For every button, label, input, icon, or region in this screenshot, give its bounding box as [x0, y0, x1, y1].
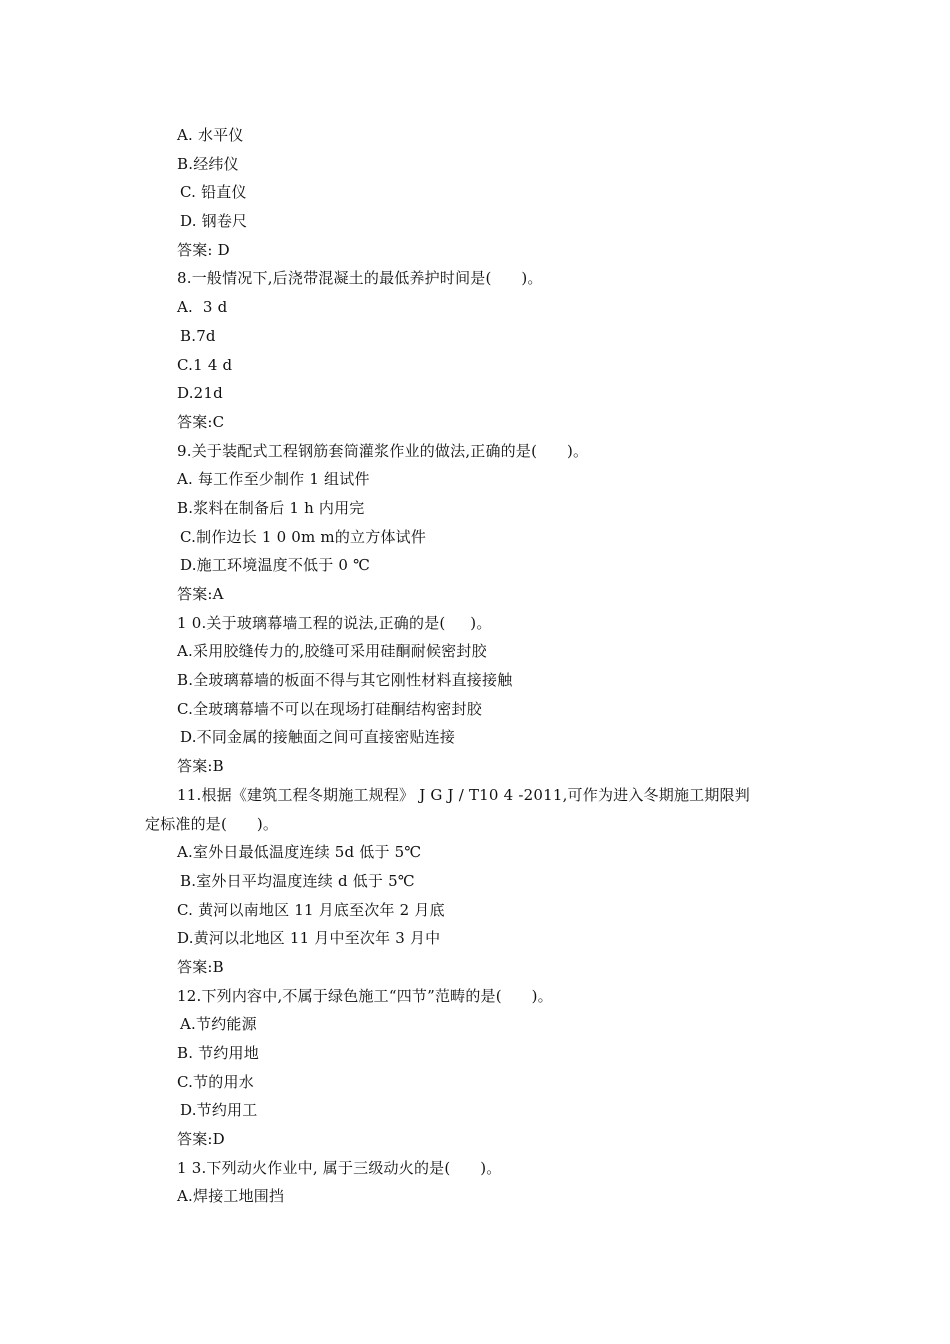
- option-line: C.全玻璃幕墙不可以在现场打硅酮结构密封胶: [177, 699, 482, 718]
- option-line: A.采用胶缝传力的,胶缝可采用硅酮耐候密封胶: [177, 642, 487, 661]
- option-line: C.节的用水: [177, 1072, 254, 1091]
- answer-line: 答案: D: [177, 240, 230, 259]
- option-line: A.室外日最低温度连续 5d 低于 5℃: [177, 843, 422, 862]
- question-line: 12.下列内容中,不属于绿色施工“四节”范畴的是( )。: [177, 986, 553, 1005]
- document-body: [145, 121, 815, 1211]
- question-line: 9.关于装配式工程钢筋套筒灌浆作业的做法,正确的是( )。: [177, 441, 589, 460]
- option-line: D. 钢卷尺: [180, 212, 248, 231]
- question-line: 8.一般情况下,后浇带混凝土的最低养护时间是( )。: [177, 269, 543, 288]
- option-line: D.21d: [177, 384, 223, 403]
- answer-line: 答案:B: [177, 957, 224, 976]
- option-line: B.经纬仪: [177, 154, 239, 173]
- question-line: 1 0.关于玻璃幕墙工程的说法,正确的是( )。: [177, 613, 492, 632]
- answer-line: 答案:B: [177, 757, 224, 776]
- option-line: D.施工环境温度不低于 0 ℃: [180, 556, 371, 575]
- question-line-continued: 定标准的是( )。: [145, 814, 279, 833]
- option-line: C.制作边长 1 0 0m m的立方体试件: [180, 527, 427, 546]
- option-line: A. 3 d: [177, 298, 228, 317]
- option-line: D.不同金属的接触面之间可直接密贴连接: [180, 728, 456, 747]
- option-line: B. 节约用地: [177, 1044, 259, 1062]
- option-line: C. 黄河以南地区 11 月底至次年 2 月底: [177, 900, 445, 919]
- option-line: D.节约用工: [180, 1101, 258, 1120]
- option-line: A. 每工作至少制作 1 组试件: [177, 470, 370, 489]
- answer-line: 答案:A: [177, 585, 224, 603]
- option-line: B.全玻璃幕墙的板面不得与其它刚性材料直接接触: [177, 671, 513, 690]
- question-line: 11.根据《建筑工程冬期施工规程》 J G J / T10 4 -2011,可作为进入冬期施工期限判: [177, 785, 750, 804]
- answer-line: 答案:D: [177, 1130, 225, 1149]
- option-line: B.浆料在制备后 1 h 内用完: [177, 498, 365, 517]
- answer-line: 答案:C: [177, 412, 225, 431]
- option-line: D.黄河以北地区 11 月中至次年 3 月中: [177, 929, 441, 948]
- option-line: A. 水平仪: [177, 126, 244, 144]
- option-line: B.7d: [180, 326, 216, 345]
- option-line: A.焊接工地围挡: [177, 1187, 285, 1206]
- option-line: C. 铅直仪: [180, 183, 247, 202]
- question-line: 1 3.下列动火作业中, 属于三级动火的是( )。: [177, 1158, 502, 1177]
- option-line: A.节约能源: [180, 1015, 257, 1034]
- option-line: C.1 4 d: [177, 355, 233, 374]
- option-line: B.室外日平均温度连续 d 低于 5℃: [180, 871, 415, 890]
